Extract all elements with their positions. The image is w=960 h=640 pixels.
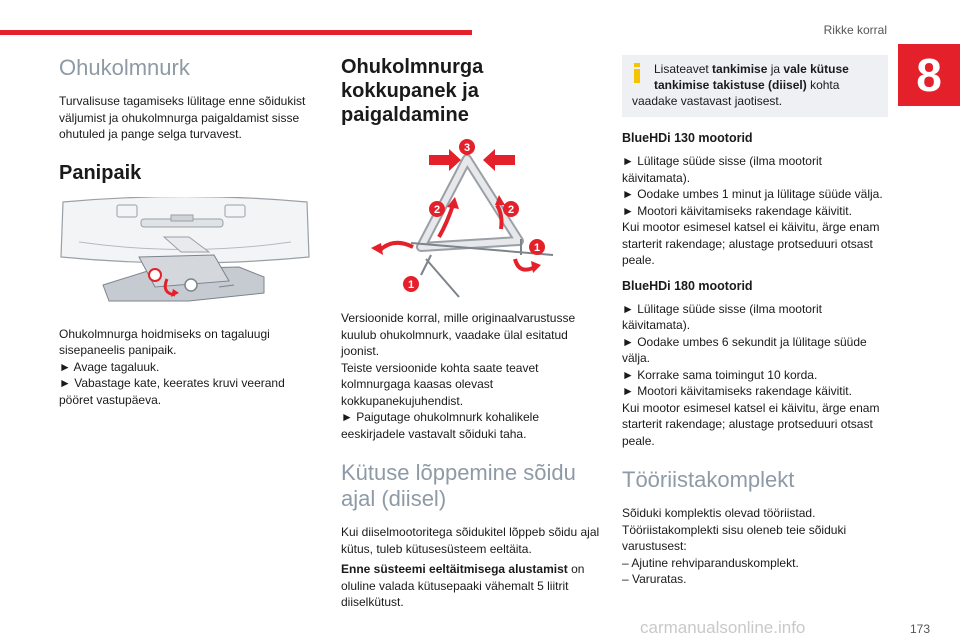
info-pre: Lisateavet xyxy=(654,62,713,76)
bluehdi-130-instructions: ► Lülitage süüde sisse (ilma mootorit käivitamata). ► Oodake umbes 1 minut ja lülitage süüde välja. ► Mootori käivitamiseks rakendage käivitit. Kui mootor esimesel katsel ei käivitu, ärge enam starterit rakendage; alustage protseduuri otsast peale. xyxy=(622,154,883,267)
heading-assembly: Ohukolmnurga kokkupanek ja paigaldamine xyxy=(341,56,484,126)
triangle-assembly-illustration xyxy=(341,139,603,304)
intro-text: Turvalisuse tagamiseks lülitage enne sõidukist väljumist ja ohukolmnurga paigaldamist sisse ohutuled ja pange selga turvavest. xyxy=(59,94,306,141)
step-badge-2-left-label: 2 xyxy=(433,204,441,216)
heading-toolkit: Tööriistakomplekt xyxy=(622,467,795,492)
assembly-instructions: Versioonide korral, mille originaalvarustusse kuulub ohukolmnurk, vaadake ülal esitatud joonist. Teiste versioonide kohta saate teavet kolmnurgaga kaasas olevast kokkupanekujuhendist. ► Paigutage ohukolmnurk kohalikele eeskirjadele vastavalt sõiduki taha. xyxy=(341,311,576,441)
section-title: Rikke korral xyxy=(823,23,887,37)
heading-fuel-out: Kütuse lõppemine sõidu ajal (diisel) xyxy=(341,460,576,511)
info-mid: ja xyxy=(767,62,784,76)
step-badge-2-right-label: 2 xyxy=(507,204,515,216)
info-box xyxy=(622,55,888,117)
toolkit-text: Sõiduki komplektis olevad tööriistad. Tööriistakomplekti sisu oleneb teie sõiduki varustusest: – Ajutine rehviparanduskomplekt. – Varuratas. xyxy=(622,506,847,586)
column-1 xyxy=(59,55,311,412)
info-icon xyxy=(632,63,642,83)
fuel-warning xyxy=(341,561,603,611)
heading-bluehdi-130: BlueHDi 130 mootorid xyxy=(622,131,753,145)
fuel-intro: Kui diiselmootoritega sõidukitel lõppeb sõidu ajal kütus, tuleb kütusesüsteem eeltäita. xyxy=(341,525,600,556)
info-bold-refueling: tankimise xyxy=(712,62,768,76)
fuel-warning-rest: on oluline valada kütusepaaki vähemalt 5 liitrit diiselkütust. xyxy=(341,562,585,609)
page-number: 173 xyxy=(909,622,930,636)
fuel-warning-bold: Enne süsteemi eeltäitmisega alustamist xyxy=(341,562,568,576)
heading-storage: Panipaik xyxy=(59,161,142,184)
info-text xyxy=(632,61,878,93)
storage-instructions: Ohukolmnurga hoidmiseks on tagaluugi sisepaneelis panipaik. ► Avage tagaluuk. ► Vabastage kate, keerates kruvi veerand pööret vastupäeva. xyxy=(59,326,285,407)
step-badge-3-label: 3 xyxy=(463,142,471,154)
bluehdi-180-instructions: ► Lülitage süüde sisse (ilma mootorit käivitamata). ► Oodake umbes 6 sekundit ja lülitage süüde välja. ► Korrake sama toimingut 10 korda. ► Mootori käivitamiseks rakendage käivitit. Kui mootor esimesel katsel ei käivitu, ärge enam starterit rakendage; alustage protseduuri otsast peale. xyxy=(622,301,880,448)
info-line-2: vaadake vastavast jaotisest. xyxy=(632,94,783,108)
watermark: carmanualsonline.info xyxy=(640,618,806,637)
step-badge-1-left-label: 1 xyxy=(407,279,415,291)
heading-bluehdi-180: BlueHDi 180 mootorid xyxy=(622,278,753,293)
tailgate-illustration xyxy=(59,197,311,312)
column-2 xyxy=(341,55,603,615)
info-post: kohta xyxy=(806,78,840,92)
column-3 xyxy=(622,55,888,592)
heading-warning-triangle: Ohukolmnurk xyxy=(59,55,190,80)
step-badge-1-right-label: 1 xyxy=(533,242,541,254)
chapter-number: 8 xyxy=(898,44,960,106)
top-accent-bar xyxy=(0,30,472,35)
info-bold-misfuel: vale kütuse tankimise takistuse (diisel) xyxy=(654,62,849,92)
